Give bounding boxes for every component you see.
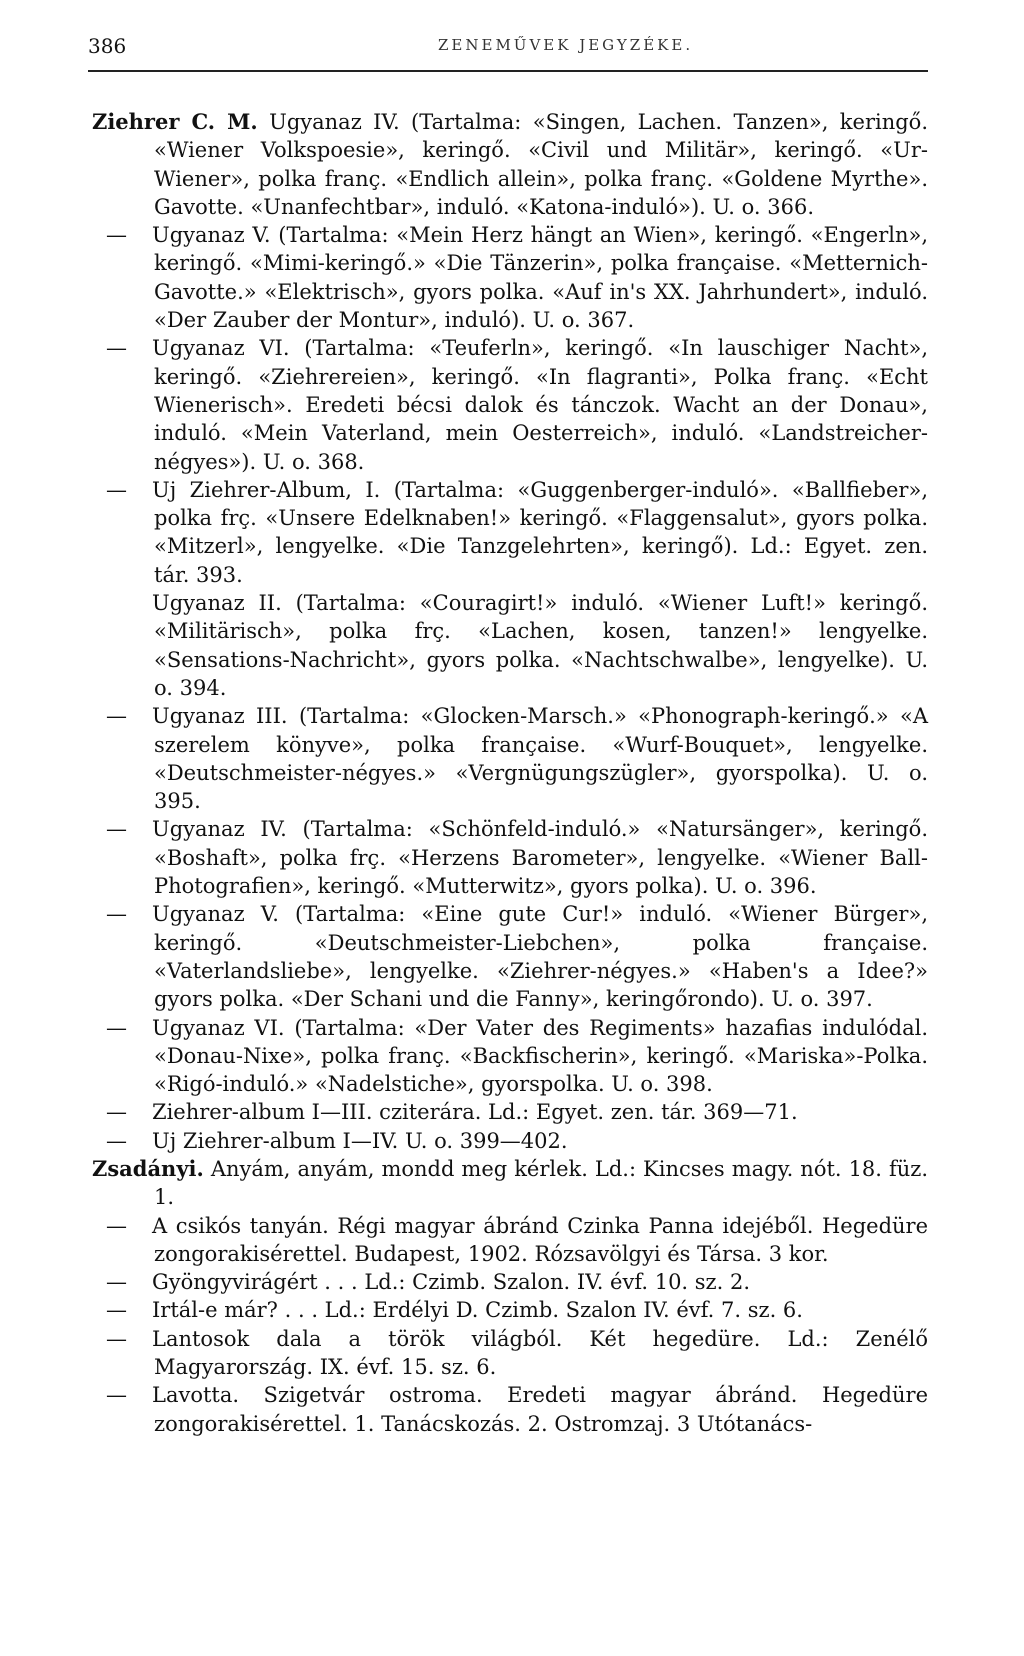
entry-text: Uj Ziehrer-album I—IV. U. o. 399—402. xyxy=(152,1128,568,1153)
entry-paragraph xyxy=(92,1155,928,1212)
catalog-entry xyxy=(92,1296,928,1324)
entry-text: Lantosok dala a török világból. Két hegedüre. Ld.: Zenélő Magyarország. IX. évf. 15. sz. 6. xyxy=(152,1326,928,1380)
entry-paragraph xyxy=(92,900,928,1013)
entry-dash: — xyxy=(106,336,127,361)
entry-text: Ugyanaz VI. (Tartalma: «Teuferln», keringő. «In lauschiger Nacht», keringő. «Ziehrereien», keringő. «In flagranti», Polka franç. «Echt Wienerisch». Eredeti bécsi dalok és tánczok. Wacht an der Donau», induló. «Mein Vaterland, mein Oesterreich», induló. «Landstreicher-négyes»). U. o. 368. xyxy=(152,336,928,474)
entry-text: Anyám, anyám, mondd meg kérlek. Ld.: Kincses magy. nót. 18. füz. 1. xyxy=(154,1156,928,1210)
catalog-entry xyxy=(92,476,928,589)
catalog-entry xyxy=(92,221,928,334)
catalog-entry xyxy=(92,1325,928,1382)
entry-text: Ziehrer-album I—III. cziterára. Ld.: Egyet. zen. tár. 369—71. xyxy=(152,1100,798,1125)
entry-author: Ziehrer C. M. xyxy=(92,109,258,134)
catalog-entry xyxy=(92,1212,928,1269)
entry-text: A csikós tanyán. Régi magyar ábránd Czinka Panna idejéből. Hegedüre zongorakisérettel. Budapest, 1902. Rózsavölgyi és Társa. 3 kor. xyxy=(152,1213,928,1266)
entry-text: Ugyanaz VI. (Tartalma: «Der Vater des Regiments» hazafias indulódal. «Donau-Nixe», polka franç. «Backfischerin», keringő. «Mariska»-Polka. «Rigó-induló.» «Nadelstiche», gyorspolka. U. o. 398. xyxy=(152,1015,928,1097)
entry-text: Ugyanaz IV. (Tartalma: «Schönfeld-induló.» «Natursänger», keringő. «Boshaft», polka frç. «Herzens Barometer», lengyelke. «Wiener Ball-Photografien», keringő. «Mutterwitz», gyors polka). U. o. 396. xyxy=(152,817,928,899)
catalog-entries xyxy=(92,108,928,1438)
entry-text: Lavotta. Szigetvár ostroma. Eredeti magyar ábránd. Hegedüre zongorakisérettel. 1. Tanácskozás. 2. Ostromzaj. 3 Utótanács- xyxy=(152,1383,928,1436)
entry-paragraph xyxy=(92,1098,928,1126)
entry-paragraph xyxy=(92,815,928,900)
running-head: ZENEMŰVEK JEGYZÉKE. xyxy=(438,36,694,54)
catalog-entry xyxy=(92,900,928,1013)
entry-dash: — xyxy=(106,1213,127,1238)
entry-paragraph xyxy=(92,1127,928,1155)
page-number: 386 xyxy=(88,34,127,58)
entry-paragraph xyxy=(92,1296,928,1324)
entry-text: Uj Ziehrer-Album, I. (Tartalma: «Guggenberger-induló». «Ballfieber», polka frç. «Unsere Edelknaben!» keringő. «Flaggensalut», gyors polka. «Mitzerl», lengyelke. «Die Tanzgelehrten», keringő). Ld.: Egyet. zen. tár. 393. xyxy=(152,477,928,587)
entry-dash: — xyxy=(106,1383,127,1408)
catalog-entry xyxy=(92,334,928,475)
entry-author: Zsadányi. xyxy=(92,1155,204,1181)
entry-text: Ugyanaz V. (Tartalma: «Eine gute Cur!» induló. «Wiener Bürger», keringő. «Deutschmeister-Liebchen», polka française. «Vaterlandsliebe», lengyelke. «Ziehrer-négyes.» «Haben's a Idee?» gyors polka. «Der Schani und die Fanny», keringőrondo). U. o. 397. xyxy=(152,902,928,1012)
entry-paragraph xyxy=(92,1268,928,1296)
entry-dash: — xyxy=(106,1015,127,1040)
entry-dash: — xyxy=(106,1326,127,1351)
entry-paragraph xyxy=(92,589,928,702)
entry-paragraph xyxy=(92,221,928,334)
entry-text: Ugyanaz II. (Tartalma: «Couragirt!» induló. «Wiener Luft!» keringő. «Militärisch», polka frç. «Lachen, kosen, tanzen!» lengyelke. «Sensations-Nachricht», gyors polka. «Nachtschwalbe», lengyelke). U. o. 394. xyxy=(152,591,928,700)
entry-dash: — xyxy=(106,1298,127,1323)
catalog-entry xyxy=(92,815,928,900)
entry-dash: — xyxy=(106,704,127,729)
page-header xyxy=(88,34,928,64)
header-rule xyxy=(88,70,928,72)
entry-text: Irtál-e már? . . . Ld.: Erdélyi D. Czimb. Szalon IV. évf. 7. sz. 6. xyxy=(152,1298,803,1323)
catalog-entry xyxy=(92,1268,928,1296)
catalog-entry xyxy=(92,108,928,221)
entry-paragraph xyxy=(92,1325,928,1382)
entry-paragraph xyxy=(92,334,928,475)
entry-paragraph xyxy=(92,1014,928,1099)
entry-dash: — xyxy=(106,1128,127,1153)
catalog-entry xyxy=(92,1127,928,1155)
catalog-entry xyxy=(92,1098,928,1126)
catalog-entry xyxy=(92,1381,928,1438)
catalog-entry xyxy=(92,702,928,815)
catalog-entry xyxy=(92,589,928,702)
entry-text: Ugyanaz IV. (Tartalma: «Singen, Lachen. Tanzen», keringő. «Wiener Volkspoesie», keringő. «Civil und Militär», keringő. «Ur-Wiener», polka franç. «Endlich allein», polka franç. «Goldene Myrthe». Gavotte. «Unanfechtbar», induló. «Katona-induló»). U. o. 366. xyxy=(154,110,929,219)
entry-paragraph xyxy=(92,1212,928,1269)
entry-text: Ugyanaz V. (Tartalma: «Mein Herz hängt an Wien», keringő. «Engerln», keringő. «Mimi-keringő.» «Die Tänzerin», polka française. «Metternich-Gavotte.» «Elektrisch», gyors polka. «Auf in's XX. Jahrhundert», induló. «Der Zauber der Montur», induló). U. o. 367. xyxy=(152,223,928,333)
entry-paragraph xyxy=(92,108,928,221)
catalog-entry xyxy=(92,1155,928,1212)
entry-dash: — xyxy=(106,817,127,842)
entry-dash: — xyxy=(106,1270,127,1295)
entry-dash: — xyxy=(106,223,127,248)
catalog-entry xyxy=(92,1014,928,1099)
entry-dash: — xyxy=(106,1100,127,1125)
entry-paragraph xyxy=(92,476,928,589)
entry-text: Ugyanaz III. (Tartalma: «Glocken-Marsch.» «Phonograph-keringő.» «A szerelem könyve», polka française. «Wurf-Bouquet», lengyelke. «Deutschmeister-négyes.» «Vergnügungszügler», gyorspolka). U. o. 395. xyxy=(152,704,928,814)
entry-text: Gyöngyvirágért . . . Ld.: Czimb. Szalon. IV. évf. 10. sz. 2. xyxy=(152,1270,751,1295)
entry-paragraph xyxy=(92,702,928,815)
entry-dash: — xyxy=(106,902,127,927)
entry-paragraph xyxy=(92,1381,928,1438)
entry-dash: — xyxy=(106,477,127,502)
